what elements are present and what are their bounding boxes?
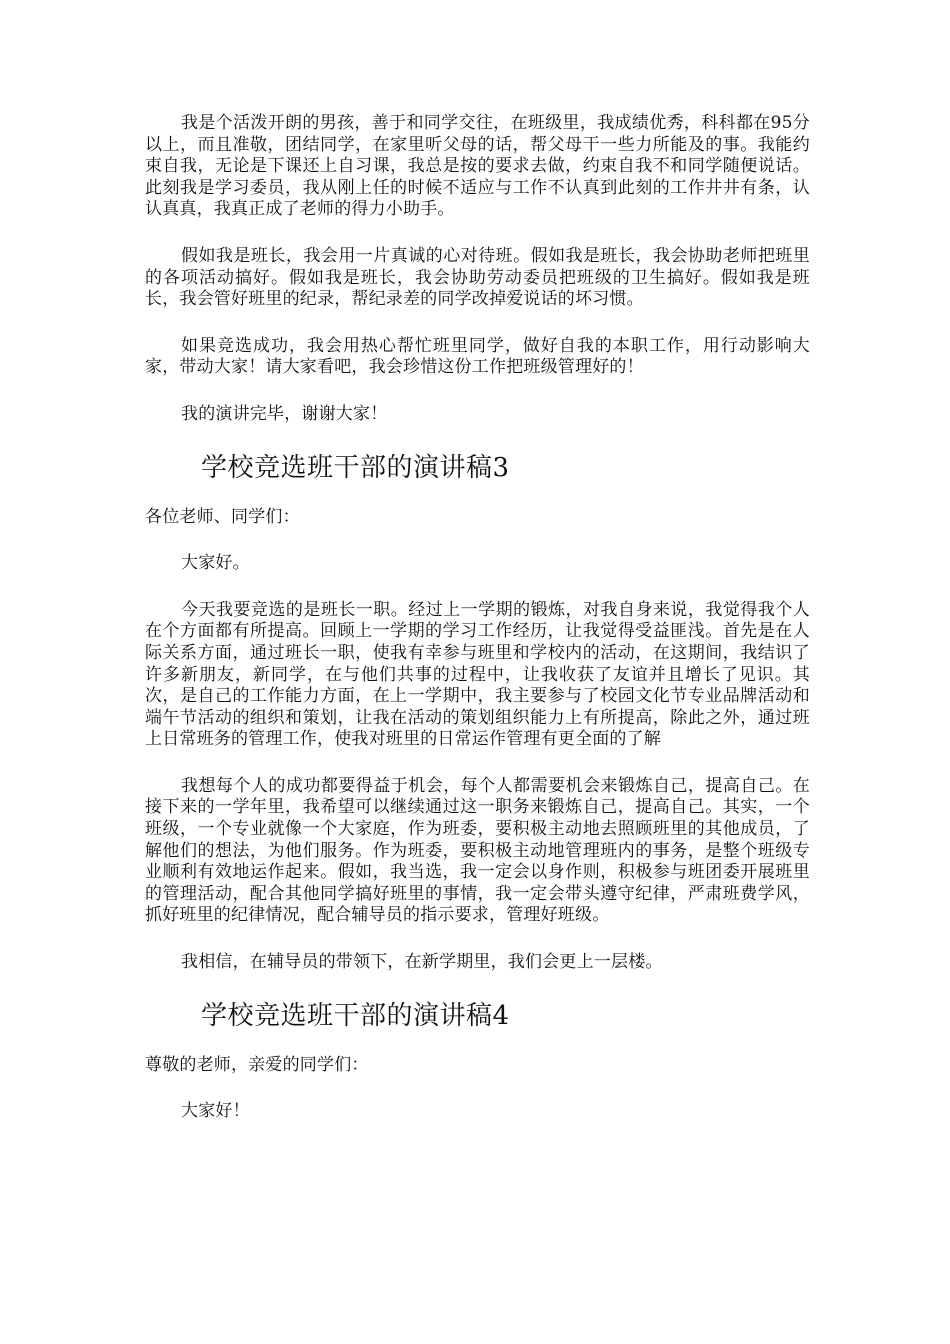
heading-speech-4: 学校竞选班干部的演讲稿4	[201, 1000, 510, 1031]
document-page	[145, 113, 810, 1148]
paragraph-monitor-experience: 今天我要竞选的是班长一职。经过上一学期的锻炼，对我自身来说，我觉得我个人在个方面都有所提高。回顾上一学期的学习工作经历，让我觉得受益匪浅。首先是在人际关系方面，通过班长一职，使我有幸参与班里和学校内的活动，在这期间，我结识了许多新朋友，新同学，在与他们共事的过程中，让我收获了友谊并且增长了见识。其次，是自己的工作能力方面，在上一学期中，我主要参与了校园文化节专业品牌活动和端午节活动的组织和策划，让我在活动的策划组织能力上有所提高，除此之外，通过班上日常班务的管理工作，使我对班里的日常运作管理有更全面的了解	[145, 599, 810, 750]
paragraph-closing: 我的演讲完毕，谢谢大家！	[181, 403, 388, 424]
paragraph-self-intro: 我是个活泼开朗的男孩，善于和同学交往，在班级里，我成绩优秀，科科都在95分以上，而且准敬，团结同学，在家里听父母的话，帮父母干一些力所能及的事。我能约束自我，无论是下课还上自习课，我总是按的要求去做，约束自我不和同学随便说话。此刻我是学习委员，我从刚上任的时候不适应与工作不认真到此刻的工作井井有条，认认真真，我真正成了老师的得力小助手。	[145, 113, 810, 220]
paragraph-greeting-2: 大家好！	[181, 1101, 250, 1122]
paragraph-opportunity: 我想每个人的成功都要得益于机会，每个人都需要机会来锻炼自己，提高自己。在接下来的一学年里，我希望可以继续通过这一职务来锻炼自己，提高自己。其实，一个班级，一个专业就像一个大家庭，作为班委，要积极主动地去照顾班里的其他成员，了解他们的想法，为他们服务。作为班委，要积极主动地管理班内的事务，是整个班级专业顺利有效地运作起来。假如，我当选，我一定会以身作则，积极参与班团委开展班里的管理活动，配合其他同学搞好班里的事情，我一定会带头遵守纪律，严肃班费学风，抓好班里的纪律情况，配合辅导员的指示要求，管理好班级。	[145, 775, 810, 926]
heading-speech-3: 学校竞选班干部的演讲稿3	[201, 452, 510, 483]
paragraph-salutation: 各位老师、同学们：	[145, 506, 300, 527]
paragraph-if-monitor: 假如我是班长，我会用一片真诚的心对待班。假如我是班长，我会协助老师把班里的各项活动搞好。假如我是班长，我会协助劳动委员把班级的卫生搞好。假如我是班长，我会管好班里的纪录，帮纪录差的同学改掉爱说话的坏习惯。	[145, 245, 810, 310]
paragraph-salutation-2: 尊敬的老师，亲爱的同学们：	[145, 1054, 369, 1075]
paragraph-belief: 我相信，在辅导员的带领下，在新学期里，我们会更上一层楼。	[181, 952, 663, 973]
paragraph-greeting: 大家好。	[181, 553, 250, 574]
paragraph-if-elected: 如果竞选成功，我会用热心帮忙班里同学，做好自我的本职工作，用行动影响大家，带动大家！请大家看吧，我会珍惜这份工作把班级管理好的！	[145, 335, 810, 378]
